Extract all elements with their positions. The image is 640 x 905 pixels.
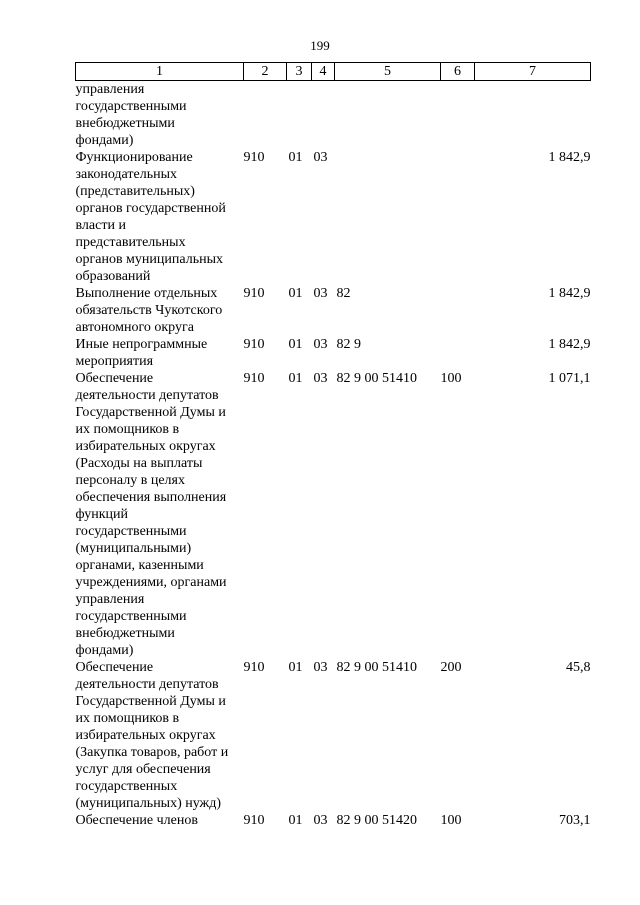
row-admin-code: 910: [243, 371, 265, 386]
row-section-code: 01: [288, 813, 303, 828]
header-col-5: 5: [335, 63, 441, 81]
row-name-line: фондами): [75, 643, 134, 658]
row-section-code: 01: [288, 660, 303, 675]
row-expense-type: [441, 285, 475, 336]
row-name-line: государственными: [75, 99, 187, 114]
row-name-line: персоналу в целях: [75, 473, 185, 488]
header-col-3: 3: [287, 63, 312, 81]
row-name-line: обязательств Чукотского: [75, 303, 223, 318]
row-name-line: власти и: [75, 218, 126, 233]
header-col-2: 2: [244, 63, 287, 81]
row-name-line: (Закупка товаров, работ и: [75, 745, 229, 760]
row-target-article: 82 9 00 51420: [336, 813, 417, 828]
row-name-line: услуг для обеспечения: [75, 762, 211, 777]
row-subsection-code: 03: [313, 660, 328, 675]
row-name-line: внебюджетными: [75, 626, 175, 641]
budget-table: [75, 62, 591, 829]
row-expense-type: 100: [440, 371, 462, 386]
row-name-line: государственных: [75, 779, 178, 794]
row-amount: 1 842,9: [548, 337, 591, 352]
row-target-article: 82 9 00 51410: [336, 371, 417, 386]
page-number: 199: [310, 38, 330, 53]
row-amount: 45,8: [566, 660, 591, 675]
row-name-line: Иные непрограммные: [75, 337, 208, 352]
row-expense-type: [441, 149, 475, 285]
header-col-7: 7: [475, 63, 591, 81]
row-name-line: (представительных): [75, 184, 195, 199]
row-name-line: Выполнение отдельных: [75, 286, 218, 301]
row-name-line: их помощников в: [75, 422, 180, 437]
row-name-line: внебюджетными: [75, 116, 175, 131]
row-name-line: Функционирование: [75, 150, 193, 165]
row-name-cell: [76, 659, 244, 812]
row-target-article: 82: [336, 286, 351, 301]
header-row: [76, 63, 591, 81]
row-name-cell: [76, 370, 244, 659]
row-name-line: Обеспечение членов: [75, 813, 198, 828]
row-expense-type: [441, 81, 475, 150]
row-section-code: 01: [288, 371, 303, 386]
row-subsection-code: 03: [313, 813, 328, 828]
row-name-line: Обеспечение: [75, 660, 154, 675]
table-row: [76, 285, 591, 336]
row-name-line: мероприятия: [75, 354, 154, 369]
row-name-line: представительных: [75, 235, 186, 250]
row-name-line: управления: [75, 592, 145, 607]
row-admin-code: 910: [243, 150, 265, 165]
row-name-line: Обеспечение: [75, 371, 154, 386]
row-name-line: функций: [75, 507, 128, 522]
table-header: [76, 63, 591, 81]
table-row: [76, 370, 591, 659]
row-name-line: обеспечения выполнения: [75, 490, 227, 505]
row-name-line: государственными: [75, 524, 187, 539]
row-target-article: [335, 149, 441, 285]
row-name-line: учреждениями, органами: [75, 575, 227, 590]
table-body: [76, 81, 591, 830]
row-name-line: автономного округа: [75, 320, 194, 335]
row-name-line: органами, казенными: [75, 558, 204, 573]
row-section-code: 01: [288, 337, 303, 352]
row-expense-type: 100: [440, 813, 462, 828]
row-amount: 1 842,9: [548, 150, 591, 165]
row-name-line: избирательных округах: [75, 728, 216, 743]
header-col-6: 6: [441, 63, 475, 81]
row-name-line: государственными: [75, 609, 187, 624]
row-subsection-code: 03: [313, 371, 328, 386]
row-section-code: [287, 81, 312, 150]
row-name-line: деятельности депутатов: [75, 388, 219, 403]
row-expense-type: 200: [440, 660, 462, 675]
header-col-4: 4: [312, 63, 335, 81]
row-target-article: 82 9 00 51410: [336, 660, 417, 675]
row-name-cell: [76, 149, 244, 285]
row-name-line: (муниципальными): [75, 541, 192, 556]
row-name-line: деятельности депутатов: [75, 677, 219, 692]
row-target-article: 82 9: [336, 337, 361, 352]
row-name-line: Государственной Думы и: [75, 405, 226, 420]
row-name-line: (Расходы на выплаты: [75, 456, 203, 471]
row-name-line: законодательных: [75, 167, 177, 182]
row-admin-code: 910: [243, 286, 265, 301]
row-name-cell: [76, 812, 244, 829]
row-expense-type: [441, 336, 475, 370]
row-admin-code: 910: [243, 813, 265, 828]
row-name-cell: [76, 81, 244, 150]
row-name-cell: [76, 336, 244, 370]
row-subsection-code: 03: [313, 150, 328, 165]
row-amount: 1 842,9: [548, 286, 591, 301]
row-name-line: фондами): [75, 133, 134, 148]
row-name-line: образований: [75, 269, 151, 284]
row-name-line: Государственной Думы и: [75, 694, 226, 709]
row-admin-code: [244, 81, 287, 150]
table-row: [76, 149, 591, 285]
header-col-1: 1: [76, 63, 244, 81]
row-section-code: 01: [288, 286, 303, 301]
row-amount: 1 071,1: [548, 371, 591, 386]
row-name-line: органов государственной: [75, 201, 226, 216]
row-name-line: управления: [75, 82, 145, 97]
row-subsection-code: 03: [313, 337, 328, 352]
row-admin-code: 910: [243, 660, 265, 675]
row-name-line: их помощников в: [75, 711, 180, 726]
row-name-cell: [76, 285, 244, 336]
row-amount: [475, 81, 591, 150]
row-subsection-code: [312, 81, 335, 150]
row-name-line: избирательных округах: [75, 439, 216, 454]
row-name-line: (муниципальных) нужд): [75, 796, 222, 811]
row-target-article: [335, 81, 441, 150]
table-row: [76, 336, 591, 370]
table-row: [76, 812, 591, 829]
table-row: [76, 659, 591, 812]
row-admin-code: 910: [243, 337, 265, 352]
row-name-line: органов муниципальных: [75, 252, 223, 267]
table-row: [76, 81, 591, 150]
row-subsection-code: 03: [313, 286, 328, 301]
row-section-code: 01: [288, 150, 303, 165]
row-amount: 703,1: [559, 813, 591, 828]
